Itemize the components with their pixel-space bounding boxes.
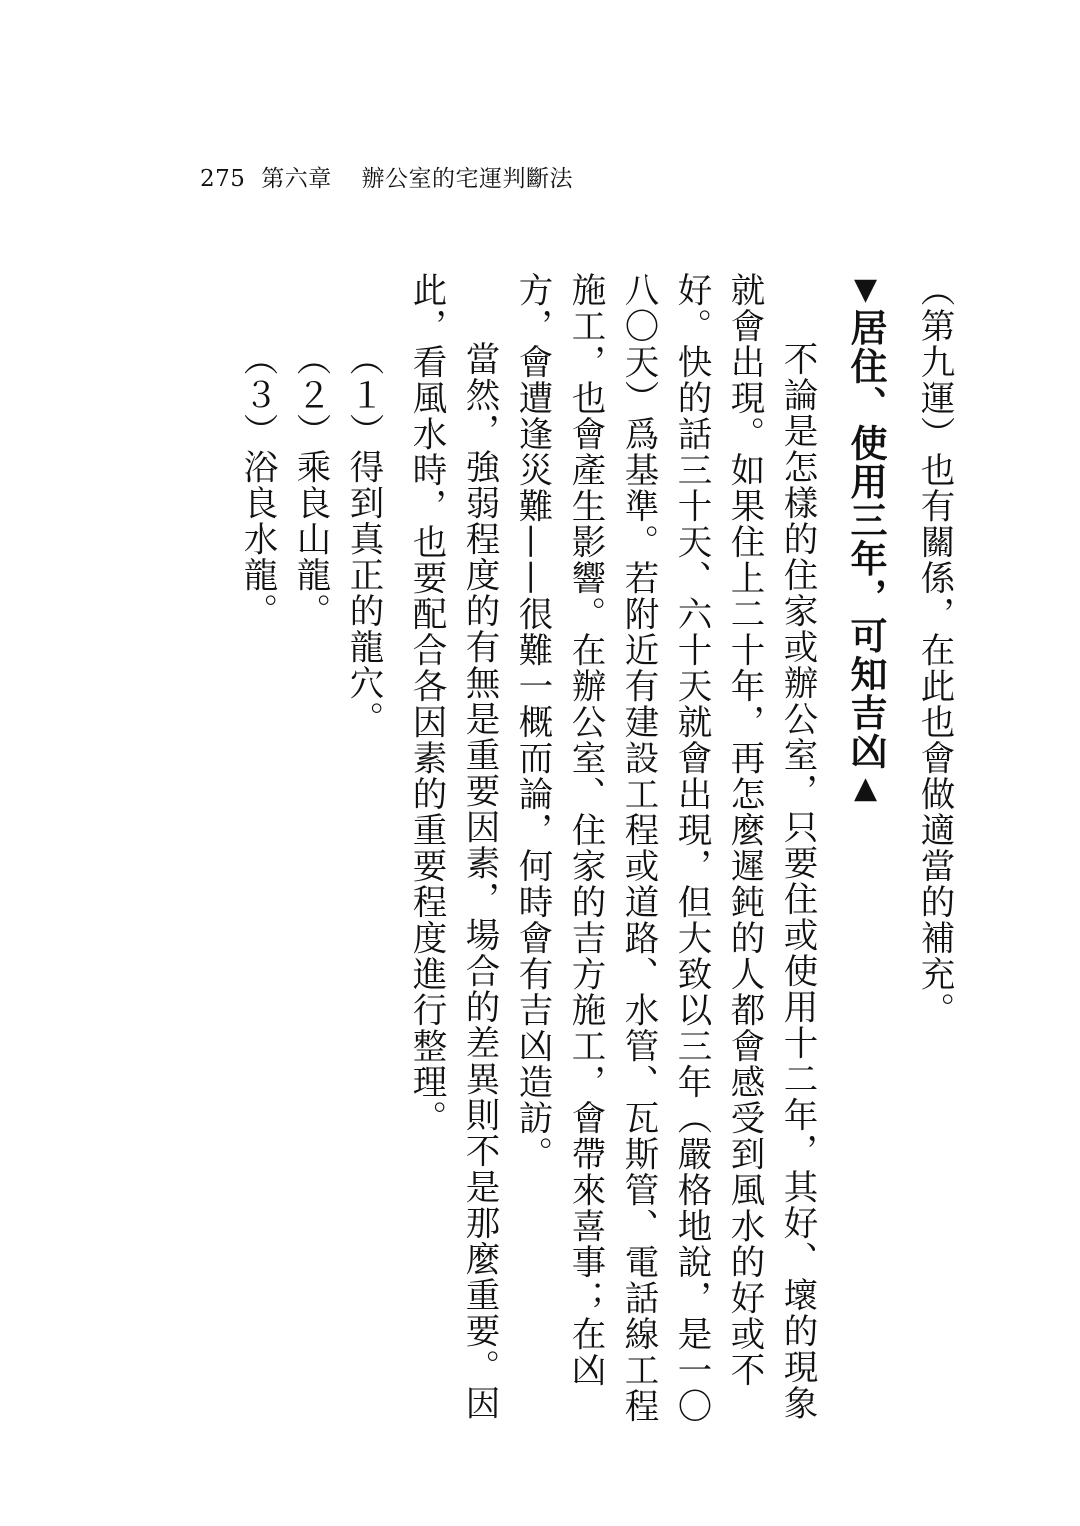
vertical-body-text: [40, 272, 960, 1452]
section-heading-text: 居住、使用三年，可知吉凶: [844, 308, 887, 771]
intro-line: （第九運）也有關係，在此也會做適當的補充。: [914, 272, 954, 1028]
paragraph-2: 當然，強弱程度的有無是重要因素，場合的差異則不是那麼重要。因此，看風水時，也要配合各因素的重要程度進行整理。: [406, 272, 499, 1421]
page-header: [200, 160, 573, 193]
chapter-label: 第六章: [261, 166, 332, 192]
chapter-title: 辦公室的宅運判斷法: [361, 166, 574, 192]
list-item-3: （３）浴良水龍。: [237, 341, 277, 629]
section-heading: [833, 272, 897, 1452]
paragraph-1: 不論是怎樣的住家或辦公室，只要住或使用十二年，其好、壞的現象就會出現。如果住上二十年，再怎麼遲鈍的人都會感受到風水的好或不好。快的話三十天、六十天就會出現，但大致以三年（嚴格地說，是一〇八〇天）爲基準。若附近有建設工程或道路、水管、瓦斯管、電話線工程施工，也會產生影響。在辦公室、住家的吉方施工，會帶來喜事；在凶方，會遭逢災難——很難一概而論，何時會有吉凶造訪。: [512, 272, 817, 1424]
list-item-1: （１）得到真正的龍穴。: [343, 341, 383, 737]
triangle-up-icon: ▲: [848, 770, 883, 807]
numbered-list: [230, 272, 389, 1452]
list-item-2: （２）乘良山龍。: [290, 341, 330, 629]
triangle-down-icon: ▼: [848, 272, 883, 309]
page-number: 275: [200, 166, 246, 192]
